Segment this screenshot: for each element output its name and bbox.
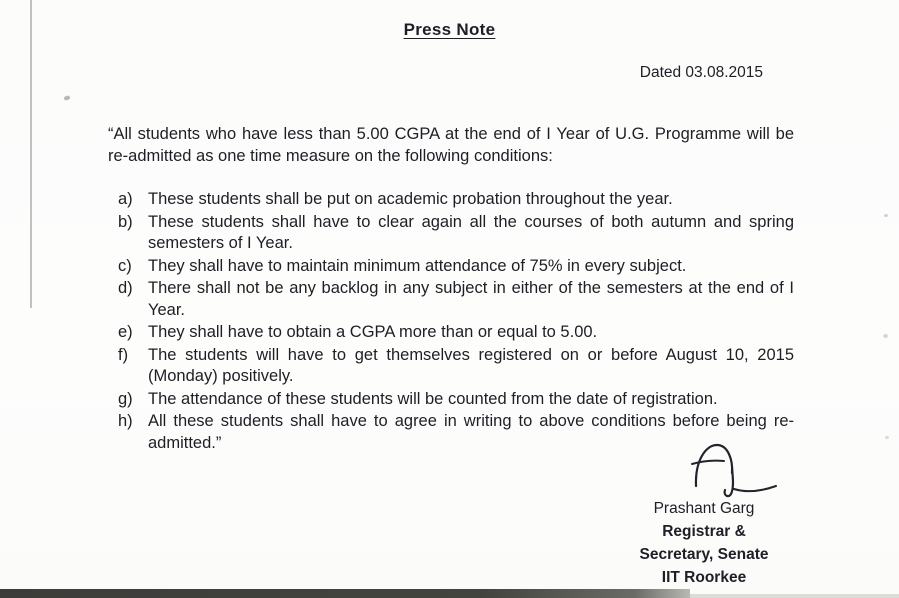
condition-text: The attendance of these students will be counted from the date of registration. — [148, 389, 718, 408]
condition-label: a) — [118, 190, 133, 208]
scan-artifact-speck — [884, 214, 888, 217]
condition-label: b) — [118, 212, 133, 231]
condition-text: The students will have to get themselves registered on or before August 10, 2015 (Monday) positively. — [148, 345, 794, 385]
condition-text: All these students shall have to agree in writing to above conditions before being re-admitted.” — [148, 412, 794, 452]
scan-artifact-bottom-strip-thin — [690, 594, 899, 598]
condition-item-g — [118, 389, 794, 411]
condition-item-d — [118, 278, 794, 321]
condition-item-e — [118, 322, 794, 344]
intro-paragraph: “All students who have less than 5.00 CGPA at the end of I Year of U.G. Programme will be re-admitted as one time measure on the following conditions: — [108, 125, 794, 165]
condition-label: e) — [118, 323, 133, 341]
condition-text: They shall have to maintain minimum attendance of 75% in every subject. — [148, 256, 687, 275]
signature-scribble — [687, 440, 779, 498]
condition-text: These students shall have to clear again all the courses of both autumn and spring semesters of I Year. — [148, 212, 794, 252]
document-date: Dated 03.08.2015 — [639, 64, 763, 81]
signer-name: Prashant Garg — [653, 500, 755, 517]
condition-item-c — [118, 256, 794, 278]
document-title: Press Note — [403, 20, 496, 39]
condition-label: g) — [118, 389, 133, 408]
condition-item-a — [118, 189, 794, 211]
scan-artifact-speck — [885, 436, 889, 439]
condition-label: f) — [118, 345, 129, 364]
condition-item-b — [118, 212, 794, 255]
signature-block — [606, 440, 802, 587]
scan-artifact-speck — [63, 95, 70, 101]
condition-text: There shall not be any backlog in any subject in either of the semesters at the end of I Year. — [148, 279, 794, 319]
conditions-list — [118, 189, 794, 454]
scan-artifact-left-line — [30, 0, 32, 308]
scan-artifact-bottom-strip — [0, 589, 690, 598]
signer-role-line1: Registrar & — [662, 523, 746, 540]
condition-label: c) — [118, 256, 132, 275]
condition-label: d) — [118, 279, 133, 297]
signer-role-line2: Secretary, Senate — [639, 546, 769, 563]
condition-text: These students shall be put on academic probation throughout the year. — [148, 190, 673, 208]
condition-label: h) — [118, 412, 133, 430]
signer-org: IIT Roorkee — [661, 569, 747, 586]
scan-artifact-speck — [883, 334, 888, 338]
condition-text: They shall have to obtain a CGPA more than or equal to 5.00. — [148, 323, 598, 341]
condition-item-f — [118, 345, 794, 388]
